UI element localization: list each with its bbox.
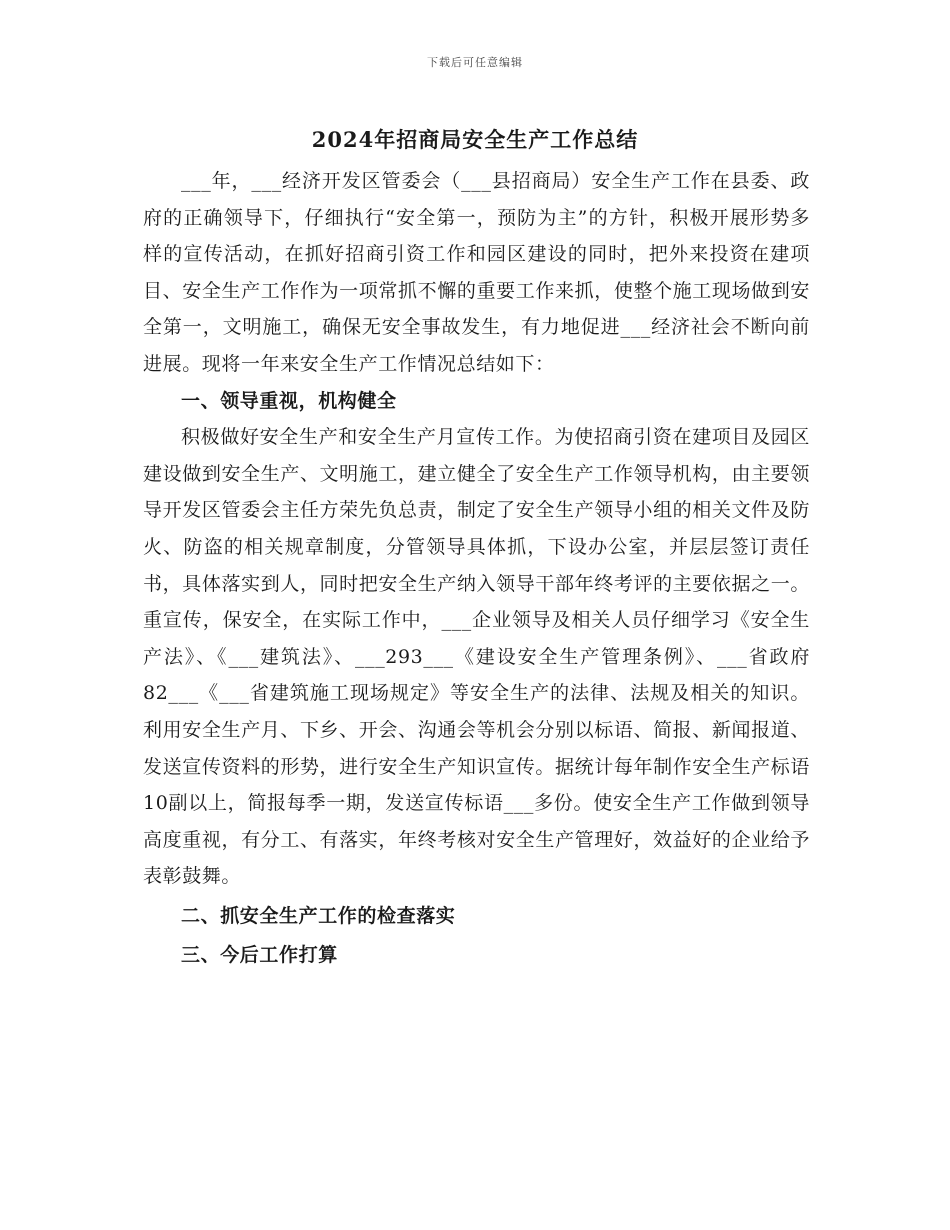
document-body	[143, 163, 810, 974]
section-3-heading: 三、今后工作打算	[181, 944, 338, 967]
section-2-heading: 二、抓安全生产工作的检查落实	[181, 904, 456, 927]
section-1-heading: 一、领导重视，机构健全	[181, 389, 397, 412]
section-1-paragraph: 积极做好安全生产和安全生产月宣传工作。为使招商引资在建项目及园区建设做到安全生产、文明施工，建立健全了安全生产工作领导机构，由主要领导开发区管委会主任方荣先负总责，制定了安全生产领导小组的相关文件及防火、防盗的相关规章制度，分管领导具体抓，下设办公室，并层层签订责任书，具体落实到人，同时把安全生产纳入领导干部年终考评的主要依据之一。重宣传，保安全，在实际工作中，___企业领导及相关人员仔细学习《安全生产法》、《___建筑法》、___293___《建设安全生产管理条例》、___省政府82___《___省建筑施工现场规定》等安全生产的法律、法规及相关的知识。利用安全生产月、下乡、开会、沟通会等机会分别以标语、简报、新闻报道、发送宣传资料的形势，进行安全生产知识宣传。据统计每年制作安全生产标语10副以上，简报每季一期，发送宣传标语___多份。使安全生产工作做到领导高度重视，有分工、有落实，年终考核对安全生产管理好，效益好的企业给予表彰鼓舞。	[143, 426, 810, 888]
intro-paragraph: ___年，___经济开发区管委会（___县招商局）安全生产工作在县委、政府的正确领导下，仔细执行“安全第一，预防为主”的方针，积极开展形势多样的宣传活动，在抓好招商引资工作和园区建设的同时，把外来投资在建项目、安全生产工作作为一项常抓不懈的重要工作来抓，使整个施工现场做到安全第一，文明施工，确保无安全事故发生，有力地促进___经济社会不断向前进展。现将一年来安全生产工作情况总结如下：	[143, 170, 810, 375]
document-title: 2024年招商局安全生产工作总结	[311, 127, 639, 152]
page-header-note: 下载后可任意编辑	[427, 56, 523, 69]
